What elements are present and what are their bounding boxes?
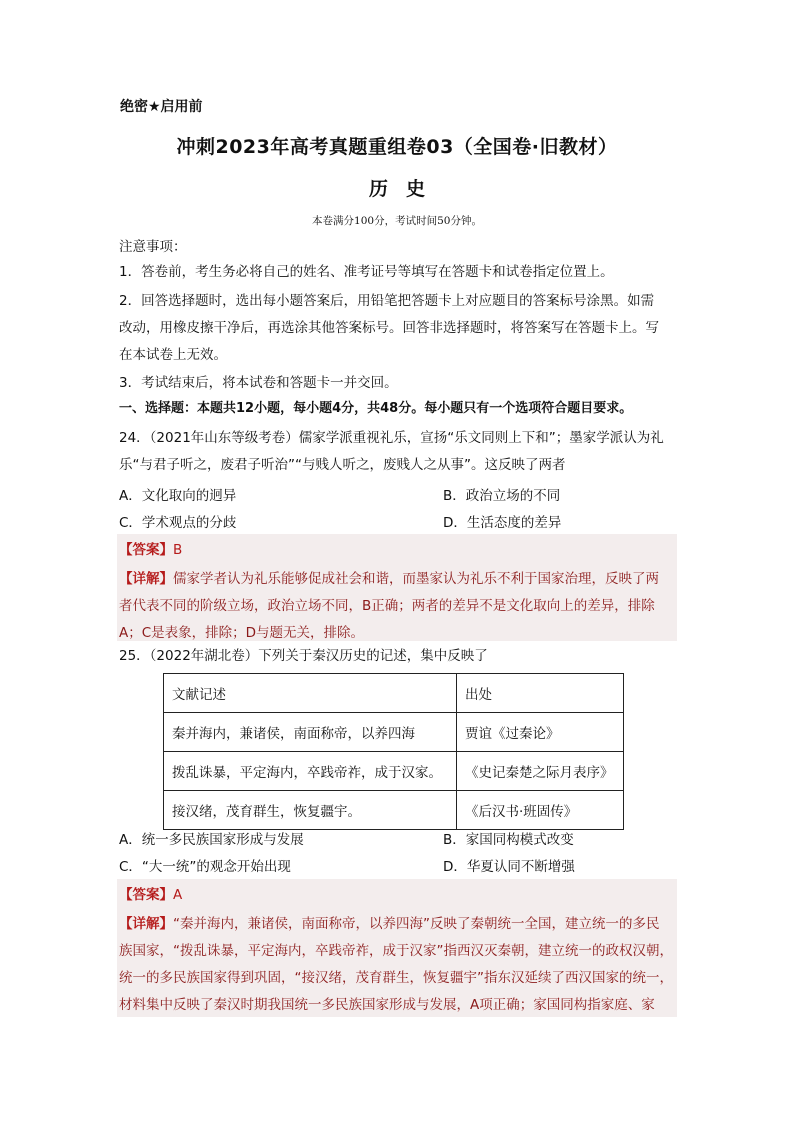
section-heading: 一、选择题：本题共12小题，每小题4分，共48分。每小题只有一个选项符合题目要求。 xyxy=(119,401,633,416)
answer-tag: 【答案】 xyxy=(119,887,173,903)
q24-option-b: B．政治立场的不同 xyxy=(443,488,561,504)
notes-heading: 注意事项： xyxy=(119,239,187,255)
q25-option-d: D．华夏认同不断增强 xyxy=(443,859,575,875)
source-table xyxy=(163,673,624,830)
q25-option-b: B．家国同构模式改变 xyxy=(443,832,574,848)
q24-answer xyxy=(119,538,182,558)
q24-option-a: A．文化取向的迥异 xyxy=(119,488,237,504)
table-cell: 拨乱诛暴，平定海内，卒践帝祚，成于汉家。 xyxy=(164,752,457,791)
table-header-cell: 文献记述 xyxy=(164,674,457,713)
q24-analysis-line1: 【详解】儒家学者认为礼乐能够促成社会和谐，而墨家认为礼乐不利于国家治理，反映了两 xyxy=(119,571,659,587)
q25-stem-line1: 25．（2022年湖北卷）下列关于秦汉历史的记述，集中反映了 xyxy=(119,648,488,664)
answer-tag: 【答案】 xyxy=(119,542,173,558)
q24-analysis-line2: 者代表不同的阶级立场，政治立场不同，B正确；两者的差异不是文化取向上的差异，排除 xyxy=(119,598,655,614)
table-header-row xyxy=(164,674,624,713)
table-cell: 秦并海内，兼诸侯，南面称帝，以养四海 xyxy=(164,713,457,752)
q24-option-c: C．学术观点的分歧 xyxy=(119,515,237,531)
q25-option-a: A．统一多民族国家形成与发展 xyxy=(119,832,304,848)
page-title: 冲刺2023年高考真题重组卷03（全国卷·旧教材） xyxy=(176,136,618,158)
table-cell: 《史记秦楚之际月表序》 xyxy=(457,752,624,791)
q25-answer xyxy=(119,883,182,903)
q25-analysis-line2: 族国家，“拨乱诛暴，平定海内，卒践帝祚，成于汉家”指西汉灭秦朝，建立统一的政权汉朝， xyxy=(119,943,673,959)
table-cell: 贾谊《过秦论》 xyxy=(457,713,624,752)
table-cell: 接汉绪，茂育群生，恢复疆宇。 xyxy=(164,791,457,830)
table-row xyxy=(164,791,624,830)
q24-answer-block xyxy=(117,534,677,641)
note-item: 2．回答选择题时，选出每小题答案后，用铅笔把答题卡上对应题目的答案标号涂黑。如需 xyxy=(119,293,655,309)
exam-info: 本卷满分100分，考试时间50分钟。 xyxy=(312,215,482,227)
note-item: 3．考试结束后，将本试卷和答题卡一并交回。 xyxy=(119,375,398,391)
answer-value: B xyxy=(173,542,183,558)
table-row xyxy=(164,752,624,791)
q25-analysis-line3: 统一的多民族国家得到巩固，“接汉绪，茂育群生，恢复疆宇”指东汉延续了西汉国家的统一， xyxy=(119,970,673,986)
q25-option-c: C．“大一统”的观念开始出现 xyxy=(119,859,291,875)
q24-analysis-line3: A；C是表象，排除；D与题无关，排除。 xyxy=(119,625,365,641)
table-header-cell: 出处 xyxy=(457,674,624,713)
answer-value: A xyxy=(173,887,183,903)
note-item: 在本试卷上无效。 xyxy=(119,347,227,363)
q24-option-d: D．生活态度的差异 xyxy=(443,515,562,531)
confidential-mark: 绝密★启用前 xyxy=(120,99,203,115)
table-cell: 《后汉书·班固传》 xyxy=(457,791,624,830)
q24-stem-line1: 24．（2021年山东等级考卷）儒家学派重视礼乐，宣扬“乐文同则上下和”；墨家学派认为礼 xyxy=(119,430,664,446)
q25-answer-block xyxy=(117,879,677,1017)
analysis-tag: 【详解】 xyxy=(119,916,173,932)
q25-analysis-line4: 材料集中反映了秦汉时期我国统一多民族国家形成与发展，A项正确；家国同构指家庭、家 xyxy=(119,997,655,1013)
table-row xyxy=(164,713,624,752)
note-item: 1．答卷前，考生务必将自己的姓名、准考证号等填写在答题卡和试卷指定位置上。 xyxy=(119,264,614,280)
analysis-tag: 【详解】 xyxy=(119,571,173,587)
q25-analysis-line1: 【详解】“秦并海内，兼诸侯，南面称帝，以养四海”反映了秦朝统一全国，建立统一的多民 xyxy=(119,916,660,932)
note-item: 改动，用橡皮擦干净后，再选涂其他答案标号。回答非选择题时，将答案写在答题卡上。写 xyxy=(119,320,659,336)
subject-title: 历史 xyxy=(368,178,443,200)
q24-stem-line2: 乐“与君子听之，废君子听治”“与贱人听之，废贱人之从事”。这反映了两者 xyxy=(119,457,566,473)
